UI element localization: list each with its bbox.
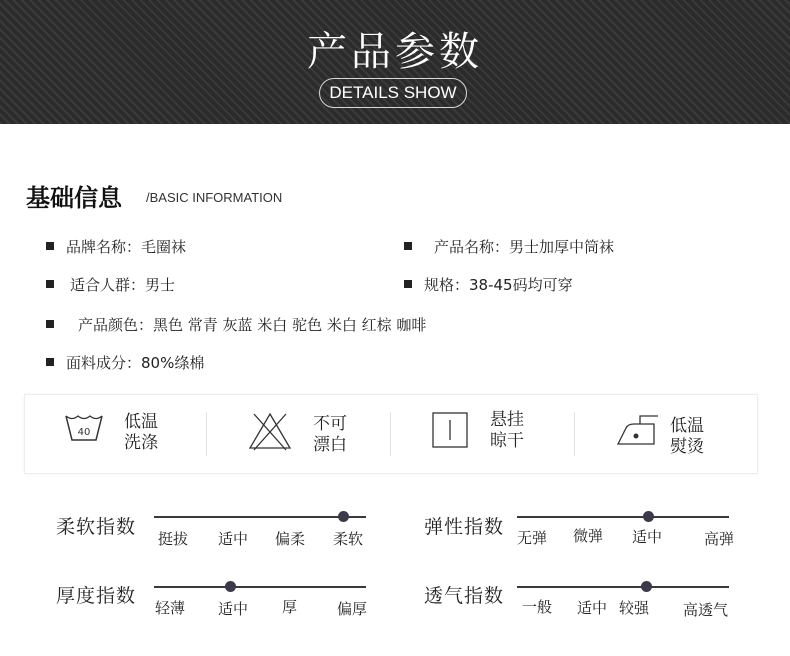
bullet-square-icon: [46, 280, 54, 288]
care-line-1: 低温: [124, 412, 158, 432]
care-text-bleach: [313, 414, 347, 456]
section-title: 基础信息: [26, 184, 122, 212]
elasticity-scale-marker: [643, 511, 654, 522]
bullet-square-icon: [46, 320, 54, 328]
care-text-iron: [670, 416, 704, 458]
scale-option: 无弹: [517, 529, 548, 547]
info-item-audience: [46, 274, 175, 295]
thickness-scale-title: 厚度指数: [56, 585, 137, 607]
info-item-brand: [46, 236, 186, 257]
header-banner: [0, 0, 790, 124]
breathability-scale-marker: [641, 581, 652, 592]
iron-low-icon: [612, 410, 662, 450]
elasticity-scale-title: 弹性指数: [424, 516, 505, 538]
scale-option: 柔软: [333, 530, 364, 548]
scale-option: 偏柔: [275, 530, 306, 548]
scale-option: 挺拔: [158, 530, 189, 548]
softness-scale-track: [154, 516, 366, 518]
care-line-1: 低温: [670, 416, 704, 436]
care-line-2: 洗涤: [124, 433, 158, 453]
care-line-2: 漂白: [313, 435, 347, 455]
wash-basin-icon: [62, 410, 106, 450]
elasticity-scale-track: [517, 516, 729, 518]
info-text: 产品颜色：黑色 常青 灰蓝 米白 驼色 米白 红棕 咖啡: [78, 316, 427, 334]
info-item-product-name: [404, 236, 614, 257]
info-item-size: [404, 274, 573, 295]
softness-scale-title: 柔软指数: [56, 516, 137, 538]
info-item-colors: [46, 314, 426, 335]
do-not-bleach-icon: [247, 410, 293, 452]
scale-option: 高透气: [683, 601, 729, 619]
softness-scale-marker: [338, 511, 349, 522]
scale-option: 一般: [522, 598, 553, 616]
care-line-2: 晾干: [490, 431, 524, 451]
bullet-square-icon: [404, 242, 412, 250]
scale-option: 适中: [577, 599, 608, 617]
hang-dry-icon: [430, 410, 470, 450]
care-line-1: 悬挂: [490, 410, 524, 430]
scale-option: 适中: [218, 530, 249, 548]
scale-option: 适中: [632, 528, 663, 546]
info-text: 面料成分：80%绦棉: [66, 354, 205, 372]
scale-option: 轻薄: [155, 599, 186, 617]
info-text: 产品名称：男士加厚中筒袜: [434, 238, 615, 256]
info-text: 适合人群：男士: [70, 276, 176, 294]
breathability-scale-title: 透气指数: [424, 585, 505, 607]
scale-option: 高弹: [704, 530, 735, 548]
info-item-material: [46, 352, 204, 373]
section-subtitle: /BASIC INFORMATION: [146, 190, 283, 205]
care-divider: [206, 412, 207, 456]
care-line-1: 不可: [313, 414, 347, 434]
banner-subtitle-pill: DETAILS SHOW: [319, 78, 467, 108]
scale-option: 偏厚: [337, 600, 368, 618]
thickness-scale-marker: [225, 581, 236, 592]
thickness-scale-track: [154, 586, 366, 588]
info-text: 品牌名称：毛圈袜: [66, 238, 187, 256]
scale-option: 微弹: [573, 527, 604, 545]
scale-option: 厚: [282, 598, 298, 616]
info-text: 规格：38-45码均可穿: [424, 276, 573, 294]
bullet-square-icon: [46, 242, 54, 250]
bullet-square-icon: [404, 280, 412, 288]
care-divider: [390, 412, 391, 456]
scale-option: 适中: [218, 600, 249, 618]
wash-temperature: 40: [77, 427, 91, 438]
banner-title: 产品参数: [307, 29, 483, 75]
care-text-dry: [490, 410, 524, 452]
bullet-square-icon: [46, 358, 54, 366]
scale-option: 较强: [619, 599, 650, 617]
breathability-scale-track: [517, 586, 729, 588]
care-text-wash: [124, 412, 158, 454]
care-divider: [574, 412, 575, 456]
care-line-2: 熨烫: [670, 437, 704, 457]
